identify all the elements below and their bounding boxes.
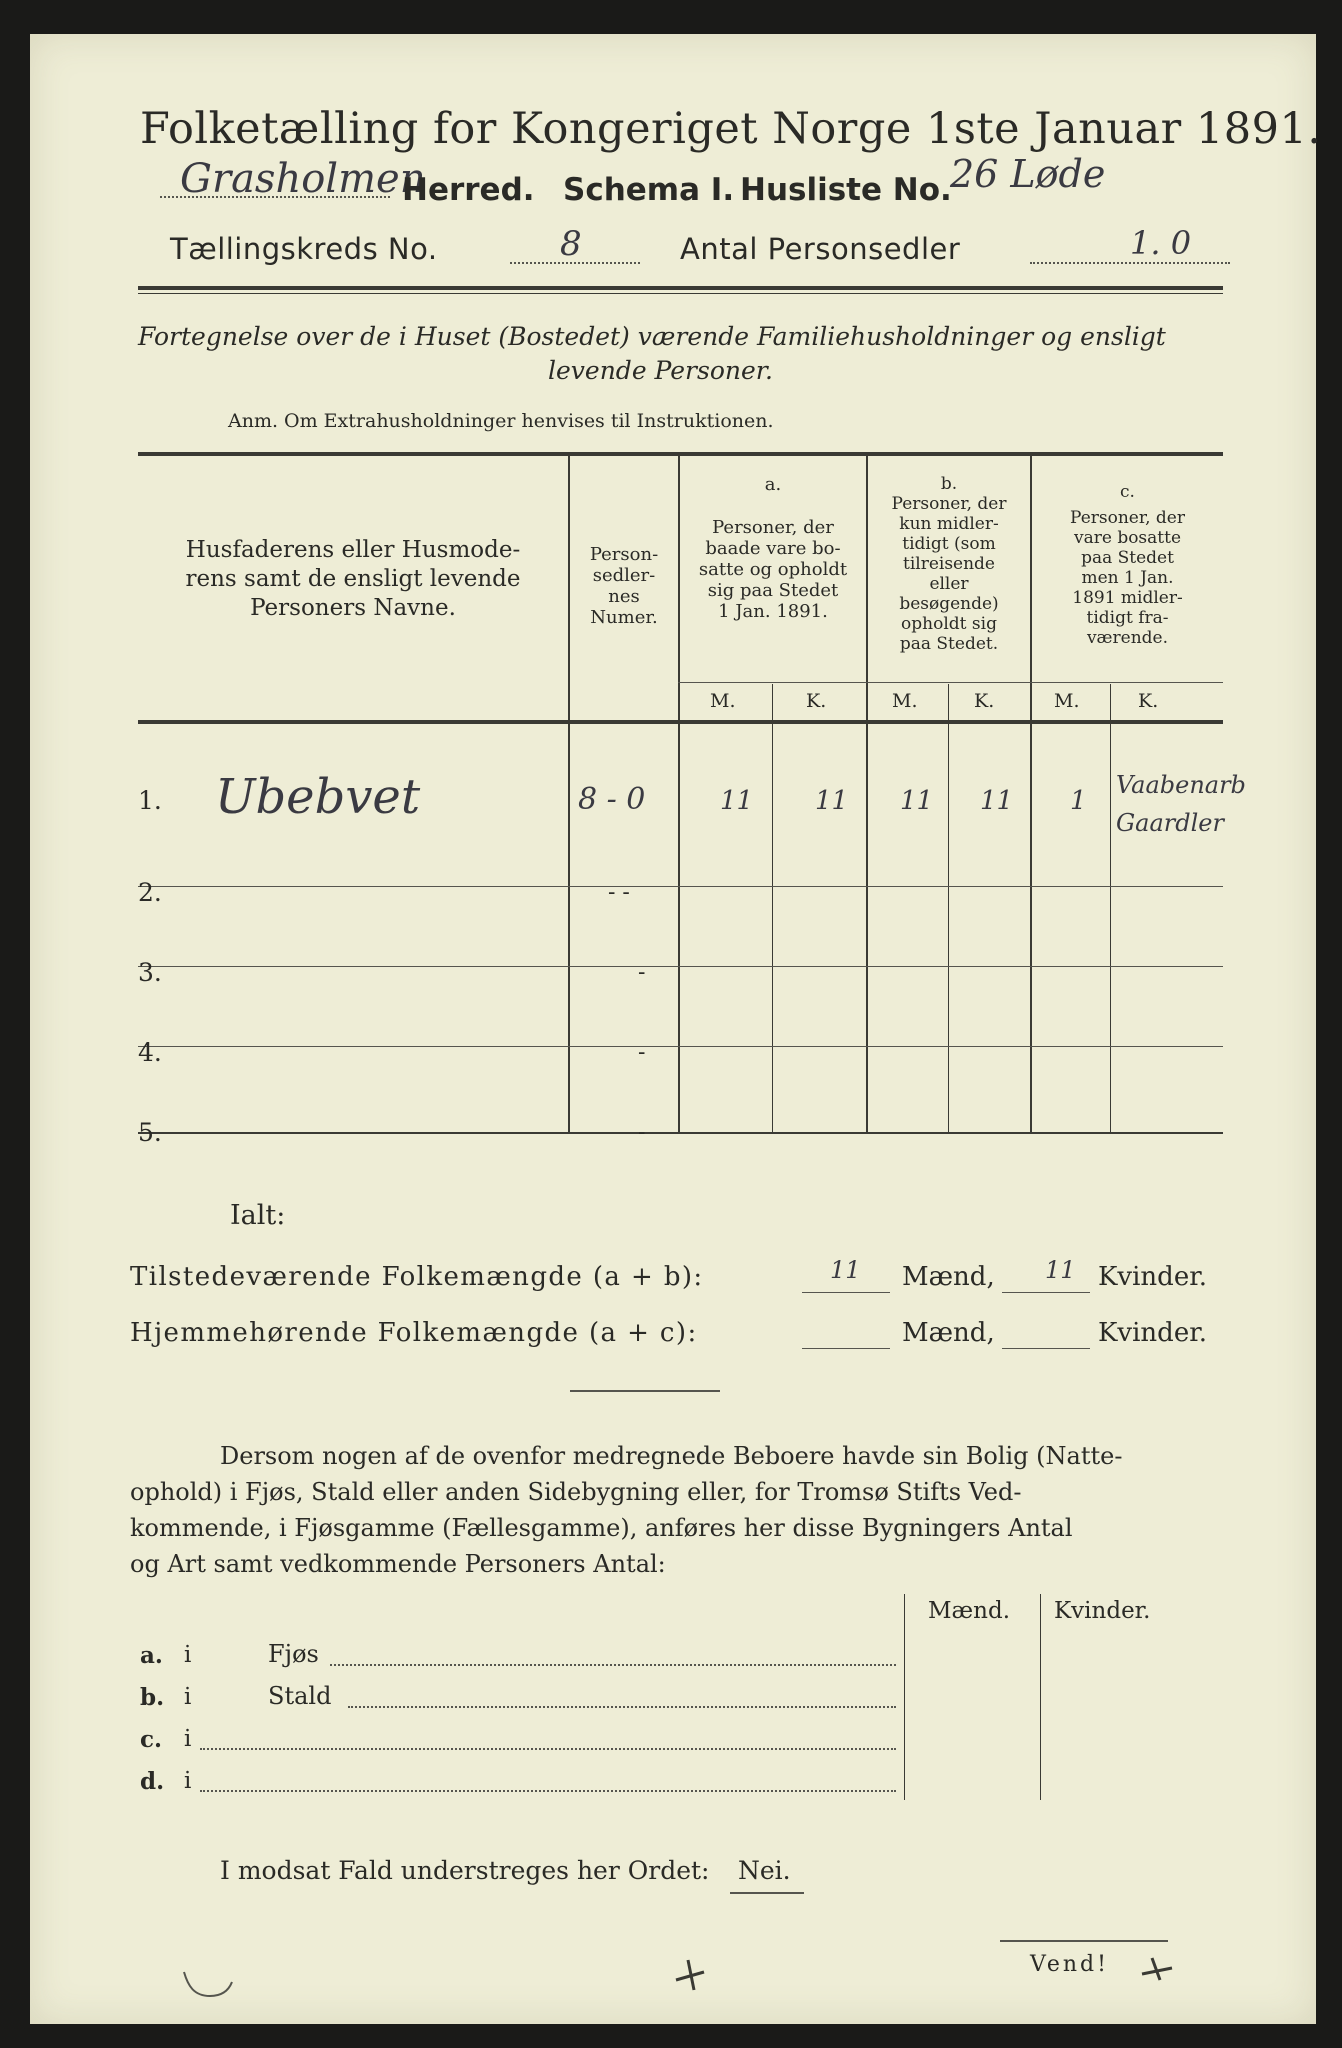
col-numer-line-2: sedler- [592, 565, 656, 586]
b-k-label: K. [974, 690, 995, 712]
col-b-line-8: paa Stedet. [899, 634, 999, 654]
item-c-letter: c. [140, 1726, 163, 1753]
col-names-line-2: rens samt de ensligt levende [185, 566, 521, 592]
row-2-numer: - - [608, 880, 630, 905]
row-1-b-m: 11 [900, 786, 934, 816]
row-1-b-k: 11 [980, 786, 1014, 816]
vend-text: Vend! [1030, 1952, 1109, 1977]
col-c-letter: c. [1120, 482, 1135, 502]
row-5-numer: - [638, 1120, 646, 1145]
col-c-line-2: vare bosatte [1073, 528, 1182, 548]
col-divider-b-mk [948, 684, 949, 1134]
kreds-label: Tællingskreds No. [170, 232, 438, 266]
row-1-c-k-note: Vaabenarb Gaardler [1116, 771, 1246, 837]
col-c-line-6: tidigt fra- [1086, 608, 1169, 628]
col-divider-a-mk [772, 684, 773, 1134]
row-2-rule [138, 966, 1223, 967]
col-a-letter: a. [764, 474, 782, 495]
tilstede-m-value: 11 [830, 1256, 861, 1284]
schema-label: Schema I. [563, 172, 735, 208]
hjemme-kvinder: Kvinder. [1098, 1318, 1208, 1348]
table-header-bottom-rule [138, 720, 1223, 724]
item-a-label: Fjøs [268, 1640, 319, 1668]
form-title: Folketælling for Kongeriget Norge 1ste Januar 1891. [140, 104, 1322, 154]
bygning-col-divider-2 [1040, 1594, 1041, 1800]
row-4-number: 4. [138, 1038, 162, 1067]
c-m-label: M. [1054, 690, 1080, 712]
col-numer-header [570, 544, 678, 628]
antal-dotline [1030, 262, 1230, 264]
row-1-numer: 8 - 0 [578, 782, 646, 817]
row-1-number: 1. [138, 786, 162, 815]
bygning-line-4: og Art samt vedkommende Personers Antal: [130, 1550, 666, 1578]
b-m-label: M. [892, 690, 918, 712]
col-a-header [680, 474, 866, 622]
col-b-line-2: kun midler- [899, 514, 999, 534]
col-numer-line-1: Person- [589, 544, 659, 565]
tilstede-m-line [802, 1292, 890, 1293]
bygning-col-divider-1 [904, 1594, 905, 1800]
col-numer-line-3: nes [608, 586, 640, 607]
husliste-handwritten: 26 Løde [950, 152, 1106, 196]
ink-mark-right-icon [1138, 1954, 1178, 1984]
bygning-line-2: ophold) i Fjøs, Stald eller anden Sidebygning eller, for Tromsø Stifts Ved- [130, 1478, 1022, 1506]
col-c-header [1032, 482, 1223, 648]
ink-mark-left-icon [180, 1966, 240, 2002]
ink-mark-center-icon [670, 1954, 710, 1994]
header-rule [138, 286, 1223, 290]
row-3-number: 3. [138, 958, 162, 987]
hjemme-maend: Mænd, [902, 1318, 995, 1348]
col-a-line-2: baade vare bo- [705, 538, 841, 559]
col-c-line-1: Personer, der [1070, 508, 1185, 528]
bygning-maend-head: Mænd. [928, 1598, 1011, 1624]
row-4-numer: - [638, 1040, 646, 1065]
col-b-line-6: besøgende) [899, 594, 999, 614]
bygning-line-1: Dersom nogen af de ovenfor medregnede Beboere havde sin Bolig (Natte- [220, 1442, 1123, 1470]
col-c-line-4: men 1 Jan. [1081, 568, 1174, 588]
anm-note: Anm. Om Extrahusholdninger henvises til Instruktionen. [228, 410, 774, 432]
col-numer-line-4: Numer. [590, 607, 658, 628]
col-divider-c-mk [1110, 684, 1111, 1134]
header-rule-thin [138, 293, 1223, 294]
item-d-i: i [184, 1768, 192, 1794]
kreds-handwritten: 8 [560, 224, 582, 264]
item-c-dotline [200, 1748, 896, 1750]
col-b-line-4: tilreisende [902, 554, 995, 574]
tilstede-k-line [1002, 1292, 1090, 1293]
row-1-c-m: 1 [1070, 786, 1087, 816]
item-a-dotline [330, 1664, 896, 1666]
intro-line-2: levende Personer. [548, 356, 773, 385]
nei-underline [730, 1892, 804, 1894]
section-divider [570, 1390, 720, 1392]
item-b-letter: b. [140, 1684, 165, 1711]
c-k-label: K. [1138, 690, 1159, 712]
item-a-i: i [184, 1642, 192, 1668]
row-2-number: 2. [138, 878, 162, 907]
hjemme-m-line [802, 1348, 890, 1349]
item-b-label: Stald [268, 1682, 332, 1710]
col-b-line-1: Personer, der [891, 494, 1007, 514]
item-d-dotline [200, 1790, 896, 1792]
col-names-line-3: Personers Navne. [250, 595, 456, 621]
herred-handwritten: Grasholmen [180, 156, 426, 202]
col-a-line-4: sig paa Stedet [707, 580, 839, 601]
hjemme-k-line [1002, 1348, 1090, 1349]
husliste-label: Husliste No. [740, 172, 952, 208]
col-c-line-7: værende. [1086, 628, 1169, 648]
col-b-line-5: eller [929, 574, 969, 594]
col-b-letter: b. [940, 474, 958, 494]
vend-rule [1000, 1940, 1168, 1942]
intro-line-1: Fortegnelse over de i Huset (Bostedet) værende Familiehusholdninger og ensligt [138, 322, 1166, 351]
item-a-letter: a. [140, 1642, 163, 1669]
col-names-line-1: Husfaderens eller Husmode- [185, 537, 521, 563]
row-5-number: 5. [138, 1118, 162, 1147]
row-1-rule [138, 886, 1223, 887]
hjemme-label: Hjemmehørende Folkemængde (a + c): [130, 1318, 698, 1348]
row-1-a-k: 11 [815, 786, 849, 816]
col-names-header [138, 536, 568, 623]
row-3-numer: - [638, 960, 646, 985]
antal-label: Antal Personsedler [680, 232, 961, 266]
table-top-rule [138, 452, 1223, 456]
item-c-i: i [184, 1726, 192, 1752]
antal-handwritten: 1. 0 [1130, 224, 1192, 262]
col-b-line-7: opholdt sig [901, 614, 997, 634]
row-1-name: Ubebvet [215, 769, 421, 825]
col-c-line-5: 1891 midler- [1072, 588, 1183, 608]
modsat-text: I modsat Fald understreges her Ordet: [220, 1856, 710, 1885]
mk-header-rule [678, 682, 1223, 683]
bygning-line-3: kommende, i Fjøsgamme (Fællesgamme), anføres her disse Bygningers Antal [130, 1514, 1073, 1542]
col-c-line-3: paa Stedet [1081, 548, 1174, 568]
item-b-i: i [184, 1684, 192, 1710]
col-b-header [868, 474, 1030, 654]
col-a-line-5: 1 Jan. 1891. [718, 601, 828, 622]
bygning-kvinder-head: Kvinder. [1054, 1598, 1151, 1624]
tilstede-kvinder: Kvinder. [1098, 1262, 1208, 1292]
nei-word: Nei. [738, 1856, 791, 1885]
row-3-rule [138, 1046, 1223, 1047]
col-a-line-3: satte og opholdt [698, 559, 848, 580]
tilstede-k-value: 11 [1045, 1256, 1076, 1284]
item-b-dotline [348, 1706, 896, 1708]
table-bottom-rule [138, 1132, 1223, 1134]
a-k-label: K. [806, 690, 827, 712]
col-a-line-1: Personer, der [712, 517, 834, 538]
row-1-a-m: 11 [720, 786, 754, 816]
ialt-label: Ialt: [230, 1200, 286, 1231]
col-b-line-3: tidigt (som [902, 534, 996, 554]
a-m-label: M. [710, 690, 736, 712]
census-form-sheet [30, 34, 1322, 2024]
tilstede-label: Tilstedeværende Folkemængde (a + b): [130, 1262, 704, 1292]
tilstede-maend: Mænd, [902, 1262, 995, 1292]
item-d-letter: d. [140, 1768, 165, 1795]
herred-label: Herred. [402, 172, 535, 208]
